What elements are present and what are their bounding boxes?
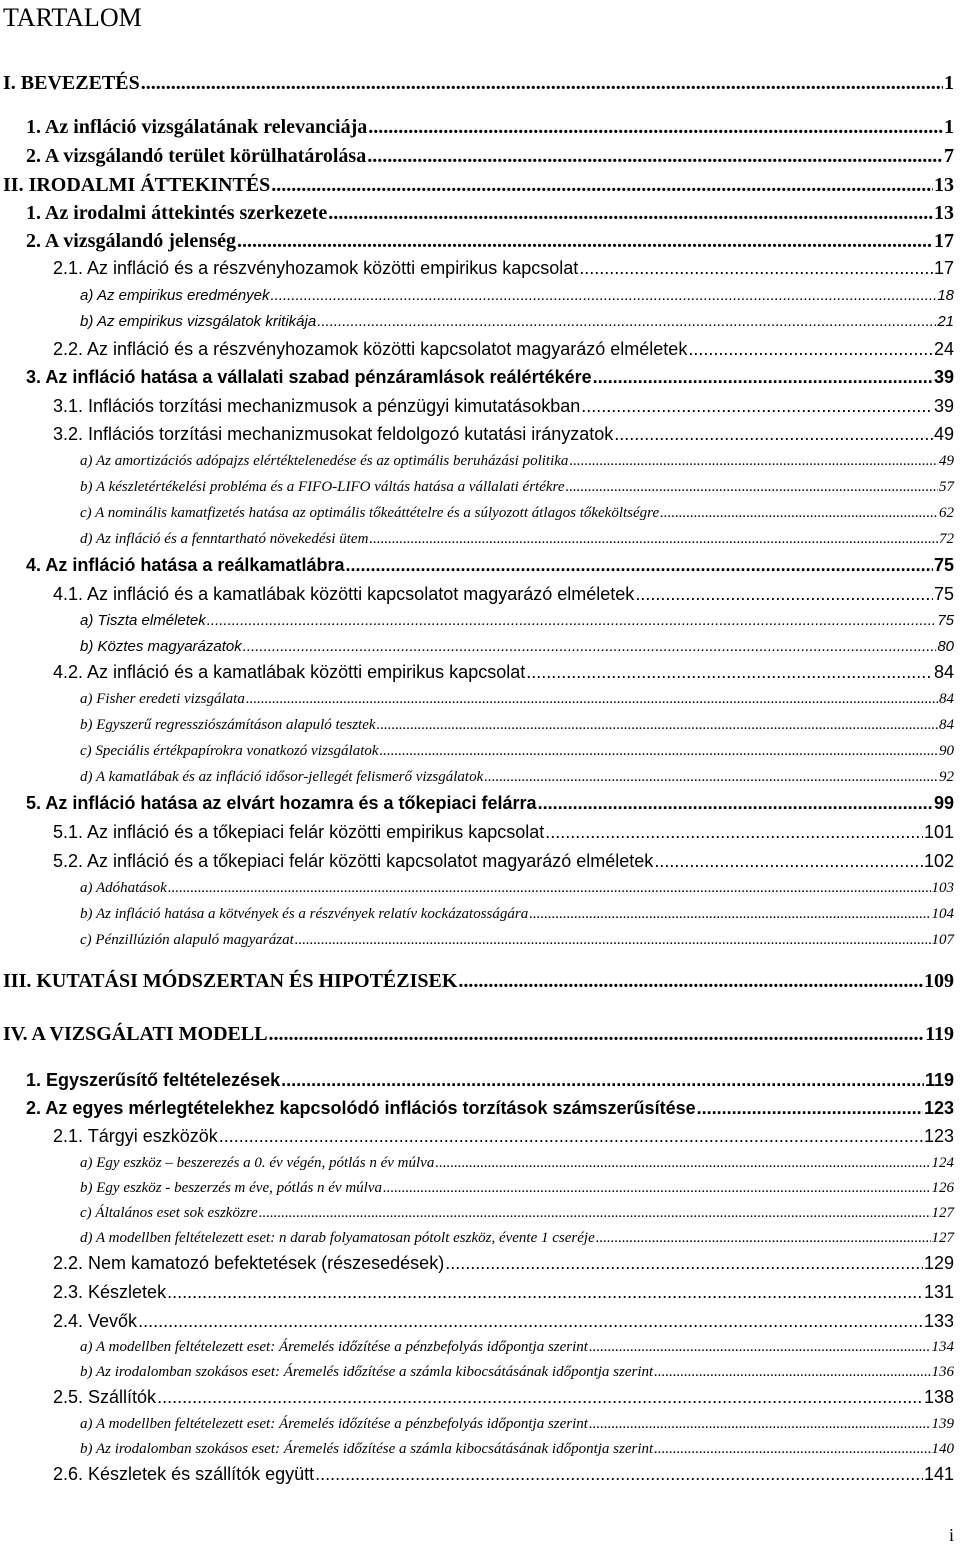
toc-entry[interactable] bbox=[53, 1464, 954, 1485]
toc-entry-page: 72 bbox=[939, 531, 954, 547]
toc-entry[interactable] bbox=[80, 932, 954, 949]
toc-entry[interactable] bbox=[53, 396, 954, 417]
toc-entry-label: 2.1. Tárgyi eszközök bbox=[53, 1126, 218, 1146]
toc-entry-page: 13 bbox=[934, 202, 954, 224]
toc-entry-label: I. BEVEZETÉS bbox=[3, 72, 140, 94]
dot-leader bbox=[368, 116, 943, 139]
dot-leader bbox=[168, 880, 931, 897]
toc-entry-label: 2.4. Vevők bbox=[53, 1311, 138, 1331]
toc-entry-page: 39 bbox=[933, 396, 954, 416]
toc-entry-label: b) Köztes magyarázatok bbox=[80, 638, 242, 655]
toc-entry-page: 75 bbox=[933, 584, 954, 604]
dot-leader bbox=[377, 717, 938, 734]
toc-entry-label: 1. Egyszerűsítő feltételezések bbox=[26, 1070, 281, 1090]
toc-entry-page: 84 bbox=[939, 717, 954, 733]
toc-entry-label: c) Speciális értékpapírokra vonatkozó vizsgálatok bbox=[80, 743, 379, 759]
toc-entry-label: 2. A vizsgálandó jelenség bbox=[26, 230, 237, 252]
toc-entry-label: c) Pénzillúzión alapuló magyarázat bbox=[80, 932, 294, 948]
toc-entry-label: b) Az infláció hatása a kötvények és a részvények relatív kockázatosságára bbox=[80, 906, 529, 922]
toc-entry-page: 134 bbox=[931, 1339, 954, 1355]
toc-entry-page: 124 bbox=[931, 1155, 954, 1171]
toc-entry[interactable] bbox=[80, 1155, 954, 1172]
toc-entry-page: 119 bbox=[925, 1023, 954, 1045]
toc-entry[interactable] bbox=[26, 145, 954, 168]
dot-leader bbox=[596, 1230, 931, 1247]
dot-leader bbox=[654, 1441, 930, 1458]
toc-entry[interactable] bbox=[26, 116, 954, 139]
page-title: TARTALOM bbox=[3, 3, 142, 32]
dot-leader bbox=[259, 1205, 931, 1222]
toc-entry-label: 1. Az infláció vizsgálatának relevanciája bbox=[26, 116, 368, 138]
toc-entry-label: b) Az irodalomban szokásos eset: Áremelés időzítése a számla kibocsátásának időpontja szerint bbox=[80, 1364, 654, 1380]
toc-entry-label: 2.2. Nem kamatozó befektetések (részesedések) bbox=[53, 1253, 445, 1273]
toc-entry-page: 7 bbox=[944, 145, 954, 167]
toc-entry-page: 84 bbox=[933, 662, 954, 682]
toc-entry-page: 1 bbox=[944, 116, 954, 138]
dot-leader bbox=[369, 531, 938, 548]
toc-entry-label: b) Egyszerű regressziószámításon alapuló tesztek bbox=[80, 717, 376, 733]
toc-entry-page: 107 bbox=[931, 932, 954, 948]
dot-leader bbox=[207, 612, 937, 629]
toc-entry[interactable] bbox=[80, 505, 954, 522]
toc-entry[interactable] bbox=[80, 1416, 954, 1433]
toc-entry-page: 84 bbox=[939, 691, 954, 707]
toc-entry-page: 103 bbox=[931, 880, 954, 896]
toc-entry[interactable] bbox=[53, 851, 954, 872]
dot-leader bbox=[545, 822, 923, 843]
dot-leader bbox=[167, 1282, 923, 1303]
toc-entry-page: 127 bbox=[931, 1205, 954, 1221]
dot-leader bbox=[281, 1070, 924, 1091]
toc-entry-page: 119 bbox=[924, 1070, 954, 1090]
toc-entry[interactable] bbox=[26, 793, 954, 814]
toc-entry[interactable] bbox=[53, 1126, 954, 1147]
toc-entry-page: 18 bbox=[937, 287, 954, 304]
dot-leader bbox=[141, 72, 943, 95]
toc-entry-page: 92 bbox=[939, 769, 954, 785]
toc-entry-page: 138 bbox=[923, 1387, 954, 1407]
toc-entry-label: a) Tiszta elméletek bbox=[80, 612, 206, 629]
dot-leader bbox=[589, 1339, 931, 1356]
toc-entry-page: 133 bbox=[923, 1311, 954, 1331]
dot-leader bbox=[614, 424, 933, 445]
toc-entry-label: 5. Az infláció hatása az elvárt hozamra és a tőkepiaci felárra bbox=[26, 793, 537, 813]
toc-entry-page: 139 bbox=[931, 1416, 954, 1432]
dot-leader bbox=[317, 313, 936, 330]
toc-entry-label: c) A nominális kamatfizetés hatása az optimális tőkeáttételre és a súlyozott átlagos tőkeköltségre bbox=[80, 505, 660, 521]
dot-leader bbox=[654, 1364, 930, 1381]
toc-entry-label: a) Adóhatások bbox=[80, 880, 167, 896]
toc-entry-label: 5.1. Az infláció és a tőkepiaci felár közötti empirikus kapcsolat bbox=[53, 822, 545, 842]
toc-entry[interactable] bbox=[80, 638, 954, 655]
toc-entry[interactable] bbox=[80, 479, 954, 496]
toc-entry[interactable] bbox=[80, 880, 954, 897]
dot-leader bbox=[589, 1416, 931, 1433]
toc-entry-page: 141 bbox=[923, 1464, 954, 1484]
dot-leader bbox=[654, 851, 923, 872]
toc-entry-label: a) Az amortizációs adópajzs elértéktelenedése és az optimális beruházási politika bbox=[80, 453, 569, 469]
toc-entry[interactable] bbox=[53, 584, 954, 605]
toc-entry-page: 109 bbox=[924, 970, 954, 992]
dot-leader bbox=[529, 906, 930, 923]
toc-entry[interactable] bbox=[53, 662, 954, 683]
toc-entry-page: 57 bbox=[939, 479, 954, 495]
dot-leader bbox=[237, 230, 933, 253]
dot-leader bbox=[219, 1126, 923, 1147]
toc-entry-label: d) A kamatlábak és az infláció idősor-jellegét felismerő vizsgálatok bbox=[80, 769, 484, 785]
toc-entry-page: 49 bbox=[939, 453, 954, 469]
toc-entry-page: 39 bbox=[933, 367, 954, 387]
dot-leader bbox=[243, 638, 937, 655]
toc-entry-label: 4.1. Az infláció és a kamatlábak közötti kapcsolatot magyarázó elméletek bbox=[53, 584, 635, 604]
toc-entry[interactable] bbox=[80, 906, 954, 923]
toc-entry[interactable] bbox=[80, 717, 954, 734]
toc-entry-label: d) Az infláció és a fenntartható növekedési ütem bbox=[80, 531, 369, 547]
dot-leader bbox=[328, 202, 933, 225]
dot-leader bbox=[581, 396, 933, 417]
toc-entry-label: 3. Az infláció hatása a vállalati szabad pénzáramlások reálértékére bbox=[26, 367, 592, 387]
toc-entry-label: II. IRODALMI ÁTTEKINTÉS bbox=[3, 174, 271, 196]
toc-entry-page: 102 bbox=[923, 851, 954, 871]
toc-entry[interactable] bbox=[80, 287, 954, 304]
toc-entry[interactable] bbox=[80, 531, 954, 548]
dot-leader bbox=[138, 1311, 923, 1332]
toc-entry-page: 101 bbox=[923, 822, 954, 842]
dot-leader bbox=[269, 1023, 925, 1046]
toc-entry-page: 13 bbox=[934, 174, 954, 196]
toc-entry-label: b) Az irodalomban szokásos eset: Áremelés időzítése a számla kibocsátásának időpontja szerint bbox=[80, 1441, 654, 1457]
toc-entry-label: 2.2. Az infláció és a részvényhozamok közötti kapcsolatot magyarázó elméletek bbox=[53, 339, 688, 359]
toc-entry-page: 136 bbox=[931, 1364, 954, 1380]
toc-entry[interactable] bbox=[80, 1205, 954, 1222]
toc-entry[interactable] bbox=[80, 691, 954, 708]
toc-entry[interactable] bbox=[53, 822, 954, 843]
toc-entry-page: 127 bbox=[931, 1230, 954, 1246]
dot-leader bbox=[367, 145, 943, 168]
toc-entry[interactable] bbox=[26, 1070, 954, 1091]
dot-leader bbox=[526, 662, 933, 683]
dot-leader bbox=[635, 584, 933, 605]
toc-entry-label: b) Egy eszköz - beszerzés m éve, pótlás n év múlva bbox=[80, 1180, 382, 1196]
toc-entry-page: 131 bbox=[923, 1282, 954, 1302]
toc-entry[interactable] bbox=[53, 339, 954, 360]
toc-entry-label: 5.2. Az infláció és a tőkepiaci felár közötti kapcsolatot magyarázó elméletek bbox=[53, 851, 654, 871]
toc-entry-page: 123 bbox=[923, 1098, 954, 1118]
toc-entry-label: a) A modellben feltételezett eset: Áremelés időzítése a pénzbefolyás időpontja szerint bbox=[80, 1339, 588, 1355]
dot-leader bbox=[435, 1155, 930, 1172]
toc-entry-label: d) A modellben feltételezett eset: n darab folyamatosan pótolt eszköz, évente 1 cseréje bbox=[80, 1230, 595, 1246]
toc-entry-page: 17 bbox=[934, 230, 954, 252]
toc-entry[interactable] bbox=[53, 1282, 954, 1303]
dot-leader bbox=[458, 970, 923, 993]
dot-leader bbox=[593, 367, 933, 388]
toc-entry-label: c) Általános eset sok eszközre bbox=[80, 1205, 258, 1221]
toc-entry-page: 80 bbox=[937, 638, 954, 655]
toc-entry-page: 90 bbox=[939, 743, 954, 759]
dot-leader bbox=[271, 287, 937, 304]
dot-leader bbox=[246, 691, 938, 708]
page-number: i bbox=[948, 1525, 954, 1545]
toc-entry[interactable] bbox=[80, 1441, 954, 1458]
toc-entry-page: 17 bbox=[933, 258, 954, 278]
toc-entry[interactable] bbox=[80, 1230, 954, 1247]
toc-entry-label: 3.1. Inflációs torzítási mechanizmusok a pénzügyi kimutatásokban bbox=[53, 396, 581, 416]
toc-entry[interactable] bbox=[80, 1364, 954, 1381]
toc-entry[interactable] bbox=[26, 367, 954, 388]
toc-entry-label: a) A modellben feltételezett eset: Áremelés időzítése a pénzbefolyás időpontja szerint bbox=[80, 1416, 588, 1432]
toc-entry-label: a) Fisher eredeti vizsgálata bbox=[80, 691, 245, 707]
toc-entry-label: 2.6. Készletek és szállítók együtt bbox=[53, 1464, 315, 1484]
toc-entry[interactable] bbox=[80, 313, 954, 330]
toc-entry-label: 2.5. Szállítók bbox=[53, 1387, 157, 1407]
toc-entry-label: 2. Az egyes mérlegtételekhez kapcsolódó inflációs torzítások számszerűsítése bbox=[26, 1098, 696, 1118]
toc-entry[interactable] bbox=[53, 258, 954, 279]
dot-leader bbox=[295, 932, 931, 949]
toc-entry[interactable] bbox=[26, 1098, 954, 1119]
toc-entry[interactable] bbox=[3, 174, 954, 197]
toc-entry-page: 21 bbox=[937, 313, 954, 330]
dot-leader bbox=[538, 793, 933, 814]
toc-entry-page: 24 bbox=[933, 339, 954, 359]
toc-entry-page: 123 bbox=[923, 1126, 954, 1146]
dot-leader bbox=[157, 1387, 923, 1408]
toc-entry-label: 4.2. Az infláció és a kamatlábak közötti empirikus kapcsolat bbox=[53, 662, 526, 682]
dot-leader bbox=[271, 174, 933, 197]
toc-entry[interactable] bbox=[3, 1023, 954, 1046]
dot-leader bbox=[380, 743, 938, 760]
dot-leader bbox=[315, 1464, 923, 1485]
toc-entry-label: 4. Az infláció hatása a reálkamatlábra bbox=[26, 555, 345, 575]
toc-entry-label: 2.1. Az infláció és a részvényhozamok közötti empirikus kapcsolat bbox=[53, 258, 579, 278]
toc-entry-page: 1 bbox=[944, 72, 954, 94]
toc-entry-label: IV. A VIZSGÁLATI MODELL bbox=[3, 1023, 268, 1045]
toc-entry[interactable] bbox=[26, 230, 954, 253]
toc-entry-label: 1. Az irodalmi áttekintés szerkezete bbox=[26, 202, 328, 224]
dot-leader bbox=[484, 769, 938, 786]
dot-leader bbox=[565, 479, 938, 496]
dot-leader bbox=[697, 1098, 923, 1119]
toc-entry[interactable] bbox=[80, 453, 954, 470]
toc-entry[interactable] bbox=[26, 202, 954, 225]
toc-entry-label: b) Az empirikus vizsgálatok kritikája bbox=[80, 313, 317, 330]
toc-entry-page: 140 bbox=[931, 1441, 954, 1457]
dot-leader bbox=[579, 258, 933, 279]
toc-entry-page: 104 bbox=[931, 906, 954, 922]
toc-entry-page: 126 bbox=[931, 1180, 954, 1196]
dot-leader bbox=[688, 339, 933, 360]
toc-entry[interactable] bbox=[53, 1311, 954, 1332]
toc-entry-page: 49 bbox=[933, 424, 954, 444]
toc-entry[interactable] bbox=[3, 970, 954, 993]
toc-entry-page: 75 bbox=[933, 555, 954, 575]
toc-entry[interactable] bbox=[53, 1387, 954, 1408]
toc-entry-label: b) A készletértékelési probléma és a FIFO-LIFO váltás hatása a vállalati értékre bbox=[80, 479, 565, 495]
toc-entry-label: 2.3. Készletek bbox=[53, 1282, 167, 1302]
toc-entry[interactable] bbox=[3, 72, 954, 95]
toc-entry-label: 3.2. Inflációs torzítási mechanizmusokat feldolgozó kutatási irányzatok bbox=[53, 424, 614, 444]
toc-entry[interactable] bbox=[80, 612, 954, 629]
toc-entry[interactable] bbox=[26, 555, 954, 576]
toc-entry-label: a) Egy eszköz – beszerezés a 0. év végén, pótlás n év múlva bbox=[80, 1155, 435, 1171]
toc-entry[interactable] bbox=[80, 743, 954, 760]
toc-entry-label: III. KUTATÁSI MÓDSZERTAN ÉS HIPOTÉZISEK bbox=[3, 970, 458, 992]
toc-entry-label: 2. A vizsgálandó terület körülhatárolása bbox=[26, 145, 367, 167]
toc-entry[interactable] bbox=[53, 424, 954, 445]
toc-entry-page: 129 bbox=[923, 1253, 954, 1273]
toc-entry-label: a) Az empirikus eredmények bbox=[80, 287, 270, 304]
toc-entry-page: 99 bbox=[933, 793, 954, 813]
toc-entry-page: 62 bbox=[939, 505, 954, 521]
dot-leader bbox=[660, 505, 938, 522]
toc-entry[interactable] bbox=[80, 1339, 954, 1356]
dot-leader bbox=[383, 1180, 931, 1197]
toc-entry[interactable] bbox=[80, 769, 954, 786]
toc-entry[interactable] bbox=[80, 1180, 954, 1197]
toc-entry-page: 75 bbox=[937, 612, 954, 629]
dot-leader bbox=[345, 555, 932, 576]
dot-leader bbox=[445, 1253, 923, 1274]
toc-entry[interactable] bbox=[53, 1253, 954, 1274]
dot-leader bbox=[569, 453, 938, 470]
